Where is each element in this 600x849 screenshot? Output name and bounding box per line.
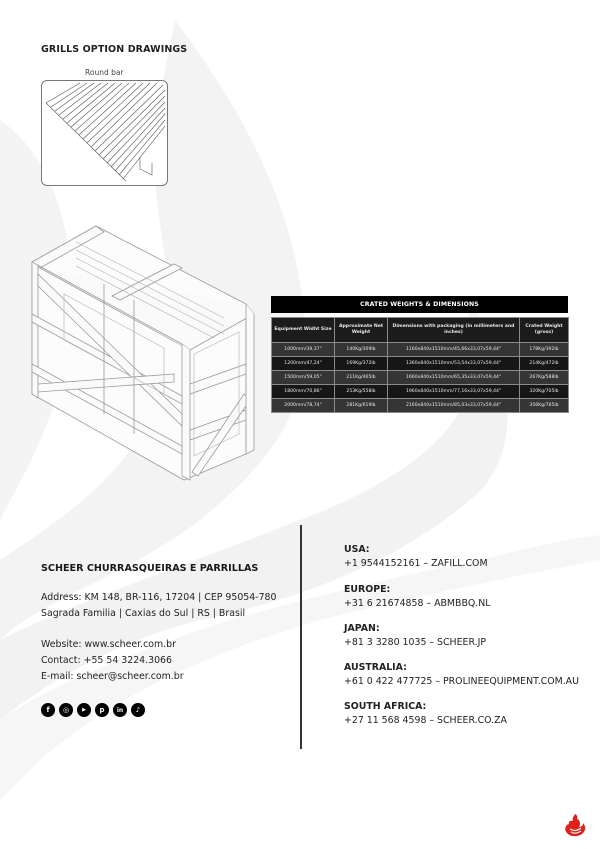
phone-contact[interactable]: Contact: +55 54 3224.3066 [41, 655, 172, 666]
table-row [272, 343, 569, 357]
region-contact[interactable]: +1 9544152161 – ZAFILL.COM [344, 558, 488, 569]
vertical-divider [300, 525, 302, 749]
region-europe [344, 583, 490, 611]
pinterest-icon[interactable]: p [95, 703, 109, 717]
region-name: EUROPE: [344, 584, 391, 595]
facebook-icon[interactable]: f [41, 703, 55, 717]
round-bar-grill-drawing [41, 80, 168, 186]
cell-dimensions: 2160x840x1510mm/85,03x33,07x59,44" [388, 399, 520, 413]
cell-net-weight: 169Kg/372lb [335, 357, 388, 371]
region-contact[interactable]: +31 6 21674858 – ABMBBQ.NL [344, 598, 491, 609]
scheer-flame-logo-icon [562, 812, 588, 838]
region-name: JAPAN: [344, 623, 380, 634]
region-contact[interactable]: +27 11 568 4598 – SCHEER.CO.ZA [344, 715, 507, 726]
cell-net-weight: 140Kg/309lb [335, 343, 388, 357]
crated-equipment-drawing [24, 214, 270, 482]
cell-dimensions: 1160x840x1510mm/45,66x33,07x59,44" [388, 343, 520, 357]
region-contact[interactable]: +81 3 3280 1035 – SCHEER.JP [344, 637, 487, 648]
cell-dimensions: 1360x840x1510mm/53,54x33,07x59,44" [388, 357, 520, 371]
address-line-2: Sagrada Familia | Caxias do Sul | RS | Brasil [41, 608, 246, 619]
table-header-row [272, 318, 569, 343]
region-australia [344, 661, 579, 689]
website-link[interactable]: Website: www.scheer.com.br [41, 639, 176, 650]
cell-equipment-size: 1500mm/59,05" [272, 371, 335, 385]
region-name: USA: [344, 544, 370, 555]
company-address [41, 590, 277, 622]
tiktok-icon[interactable]: ♪ [131, 703, 145, 717]
cell-crated-weight: 214Kg/472lb [520, 357, 569, 371]
company-name: SCHEER CHURRASQUEIRAS E PARRILLAS [41, 563, 259, 574]
crated-weights-table [271, 296, 568, 413]
column-header-equipment-size: Equipment Widht Size [272, 318, 335, 343]
column-header-dimensions: Dimensions with packaging (in millimeters and inches) [388, 318, 520, 343]
company-contacts [41, 637, 184, 685]
table-row [272, 399, 569, 413]
cell-dimensions: 1660x840x1510mm/65,35x33,07x59,44" [388, 371, 520, 385]
youtube-icon[interactable]: ▶ [77, 703, 91, 717]
cell-crated-weight: 267Kg/588lb [520, 371, 569, 385]
table-row [272, 371, 569, 385]
region-name: AUSTRALIA: [344, 662, 407, 673]
region-japan [344, 622, 486, 650]
table-title: CRATED WEIGHTS & DIMENSIONS [271, 296, 568, 313]
cell-dimensions: 1960x840x1510mm/77,16x33,07x59,44" [388, 385, 520, 399]
instagram-icon[interactable]: ◎ [59, 703, 73, 717]
social-links [41, 703, 145, 717]
cell-net-weight: 211Kg/465lb [335, 371, 388, 385]
region-contact[interactable]: +61 0 422 477725 – PROLINEEQUIPMENT.COM.AU [344, 676, 579, 687]
linkedin-icon[interactable]: in [113, 703, 127, 717]
column-header-crated-weight: Crated Weight (gross) [520, 318, 569, 343]
email-link[interactable]: E-mail: scheer@scheer.com.br [41, 671, 184, 682]
cell-net-weight: 281Kg/619lb [335, 399, 388, 413]
cell-net-weight: 253Kg/558lb [335, 385, 388, 399]
column-header-net-weight: Approximate Net Weight [335, 318, 388, 343]
region-usa [344, 543, 488, 571]
region-south-africa [344, 700, 507, 728]
cell-crated-weight: 356Kg/785lb [520, 399, 569, 413]
region-name: SOUTH AFRICA: [344, 701, 427, 712]
grills-section-title: GRILLS OPTION DRAWINGS [41, 44, 188, 55]
cell-equipment-size: 1000mm/39,37" [272, 343, 335, 357]
grill-caption: Round bar [85, 68, 124, 77]
cell-equipment-size: 2000mm/78,74" [272, 399, 335, 413]
cell-crated-weight: 178Kg/392lb [520, 343, 569, 357]
cell-equipment-size: 1800mm/70,86" [272, 385, 335, 399]
cell-crated-weight: 320Kg/705lb [520, 385, 569, 399]
table-row [272, 385, 569, 399]
cell-equipment-size: 1200mm/47,24" [272, 357, 335, 371]
address-line-1: Address: KM 148, BR-116, 17204 | CEP 95054-780 [41, 592, 277, 603]
table-row [272, 357, 569, 371]
